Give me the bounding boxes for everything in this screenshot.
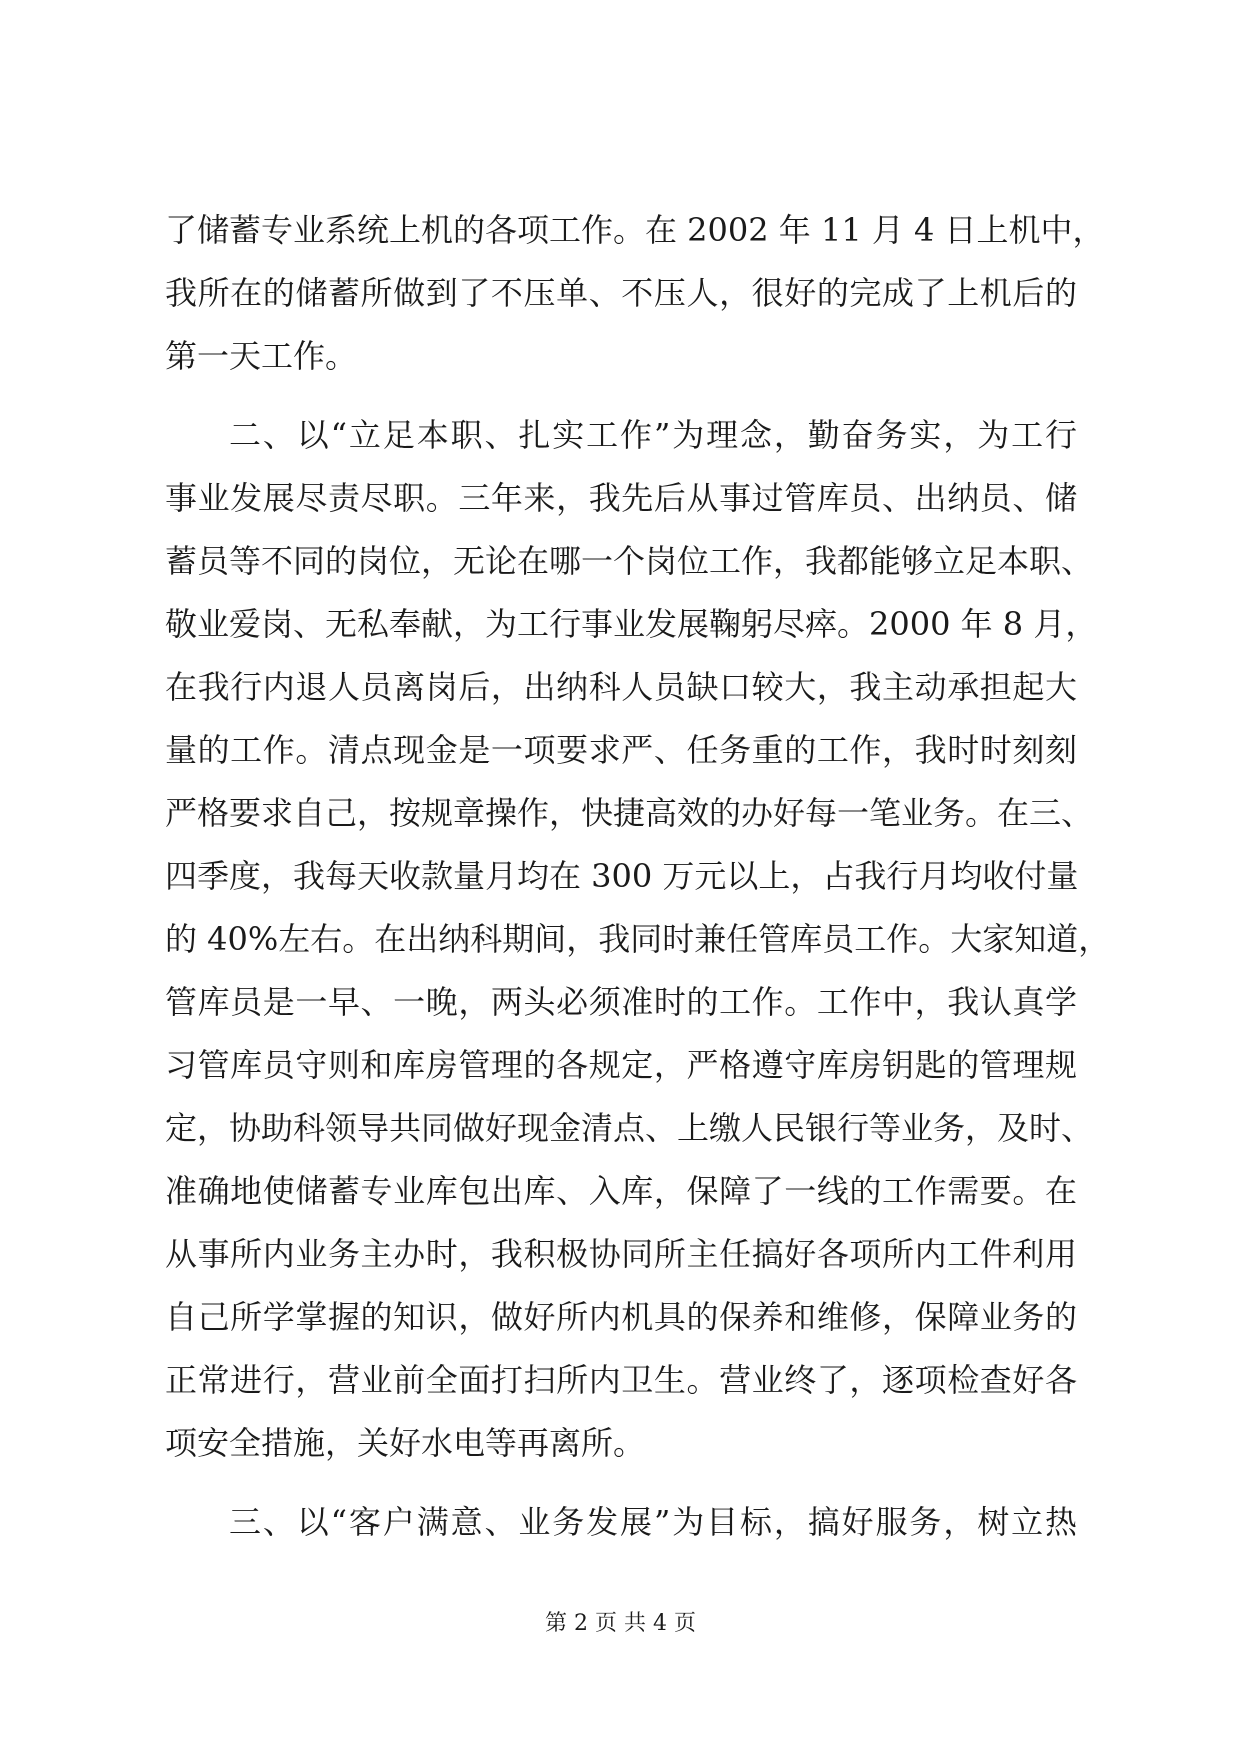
text-line: 四季度，我每天收款量月均在 300 万元以上，占我行月均收付量: [165, 857, 1079, 895]
text-line: 自己所学掌握的知识，做好所内机具的保养和维修，保障业务的: [165, 1298, 1077, 1336]
text-line: 量的工作。清点现金是一项要求严、任务重的工作，我时时刻刻: [165, 731, 1077, 769]
text-line: 正常进行，营业前全面打扫所内卫生。营业终了，逐项检查好各: [165, 1361, 1077, 1399]
paragraph-start-line: 三、以“客户满意、业务发展”为目标，搞好服务，树立热: [229, 1503, 1077, 1541]
text-line: 在我行内退人员离岗后，出纳科人员缺口较大，我主动承担起大: [165, 668, 1077, 706]
text-line: 第一天工作。: [165, 337, 358, 375]
text-line: 从事所内业务主办时，我积极协同所主任搞好各项所内工件利用: [165, 1235, 1077, 1273]
text-line: 的 40%左右。在出纳科期间，我同时兼任管库员工作。大家知道，: [165, 920, 1111, 958]
text-line: 敬业爱岗、无私奉献，为工行事业发展鞠躬尽瘁。2000 年 8 月，: [165, 605, 1098, 643]
text-line: 管库员是一早、一晚，两头必须准时的工作。工作中，我认真学: [165, 983, 1077, 1021]
text-line: 严格要求自己，按规章操作，快捷高效的办好每一笔业务。在三、: [165, 794, 1094, 832]
text-line: 蓄员等不同的岗位，无论在哪一个岗位工作，我都能够立足本职、: [165, 542, 1094, 580]
text-line: 项安全措施，关好水电等再离所。: [165, 1424, 646, 1462]
paragraph-start-line: 二、以“立足本职、扎实工作”为理念，勤奋务实，为工行: [229, 416, 1077, 454]
text-line: 了储蓄专业系统上机的各项工作。在 2002 年 11 月 4 日上机中，: [165, 211, 1105, 249]
text-line: 定，协助科领导共同做好现金清点、上缴人民银行等业务，及时、: [165, 1109, 1094, 1147]
text-line: 习管库员守则和库房管理的各规定，严格遵守库房钥匙的管理规: [165, 1046, 1077, 1084]
text-line: 事业发展尽责尽职。三年来，我先后从事过管库员、出纳员、储: [165, 479, 1077, 517]
text-line: 准确地使储蓄专业库包出库、入库，保障了一线的工作需要。在: [165, 1172, 1077, 1210]
page-number-footer: 第 2 页 共 4 页: [545, 1611, 696, 1636]
text-line: 我所在的储蓄所做到了不压单、不压人，很好的完成了上机后的: [165, 274, 1077, 312]
